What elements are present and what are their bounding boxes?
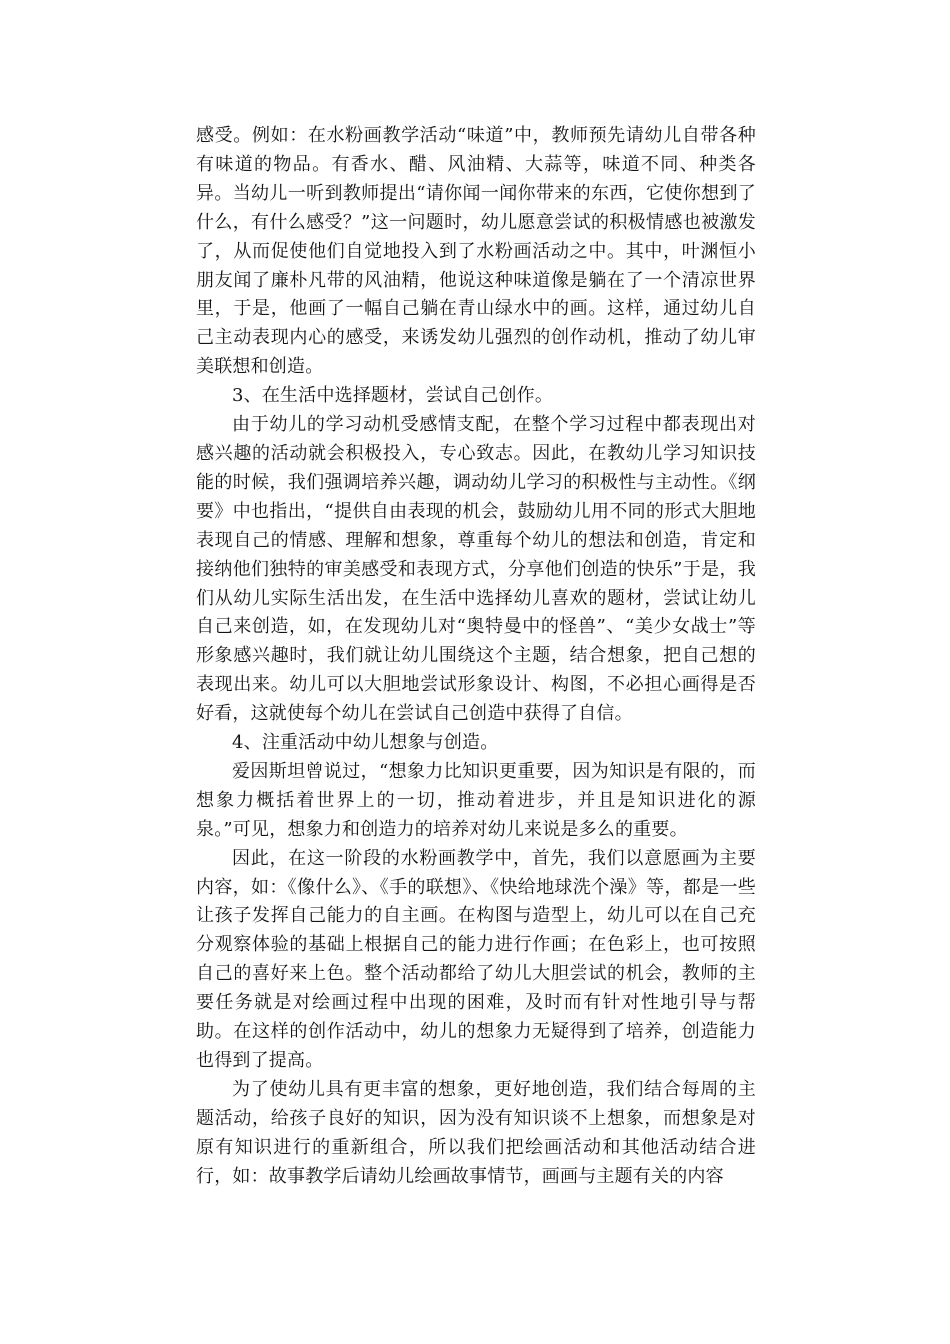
paragraph-life-themes: 由于幼儿的学习动机受感情支配，在整个学习过程中都表现出对感兴趣的活动就会积极投入，专心致志。因此，在教幼儿学习知识技能的时候，我们强调培养兴趣，调动幼儿学习的积极性与主动性。《纲要》中也指出，“提供自由表现的机会，鼓励幼儿用不同的形式大胆地表现自己的情感、理解和想象，尊重每个幼儿的想法和创造，肯定和接纳他们独特的审美感受和表现方式，分享他们创造的快乐”于是，我们从幼儿实际生活出发，在生活中选择幼儿喜欢的题材，尝试让幼儿自己来创造，如，在发现幼儿对“奥特曼中的怪兽”、“美少女战士”等形象感兴趣时，我们就让幼儿围绕这个主题，结合想象，把自己想的表现出来。幼儿可以大胆地尝试形象设计、构图，不必担心画得是否好看，这就使每个幼儿在尝试自己创造中获得了自信。 bbox=[196, 414, 756, 725]
document-page bbox=[196, 122, 756, 1192]
paragraph-continuation: 感受。例如：在水粉画教学活动“味道”中，教师预先请幼儿自带各种有味道的物品。有香水、醋、风油精、大蒜等，味道不同、种类各异。当幼儿一听到教师提出“请你闻一闻你带来的东西，它使你想到了什么，有什么感受？”这一问题时，幼儿愿意尝试的积极情感也被激发了，从而促使他们自觉地投入到了水粉画活动之中。其中，叶渊恒小朋友闻了廉朴凡带的风油精，他说这种味道像是躺在了一个清凉世界里，于是，他画了一幅自己躺在青山绿水中的画。这样，通过幼儿自己主动表现内心的感受，来诱发幼儿强烈的创作动机，推动了幼儿审美联想和创造。 bbox=[196, 125, 756, 378]
section-heading-3: 3、在生活中选择题材，尝试自己创作。 bbox=[232, 385, 554, 407]
section-heading-4: 4、注重活动中幼儿想象与创造。 bbox=[232, 732, 499, 754]
paragraph-theme-activities: 为了使幼儿具有更丰富的想象，更好地创造，我们结合每周的主题活动，给孩子良好的知识，因为没有知识谈不上想象，而想象是对原有知识进行的重新组合，所以我们把绘画活动和其他活动结合进行，如：故事教学后请幼儿绘画故事情节，画画与主题有关的内容 bbox=[196, 1078, 756, 1187]
paragraph-willing-painting: 因此，在这一阶段的水粉画教学中，首先，我们以意愿画为主要内容，如：《像什么》、《手的联想》、《快给地球洗个澡》等，都是一些让孩子发挥自己能力的自主画。在构图与造型上，幼儿可以在自己充分观察体验的基础上根据自己的能力进行作画；在色彩上，也可按照自己的喜好来上色。整个活动都给了幼儿大胆尝试的机会，教师的主要任务就是对绘画过程中出现的困难，及时而有针对性地引导与帮助。在这样的创作活动中，幼儿的想象力无疑得到了培养，创造能力也得到了提高。 bbox=[196, 847, 756, 1071]
paragraph-einstein-quote: 爱因斯坦曾说过，“想象力比知识更重要，因为知识是有限的，而想象力概括着世界上的一切，推动着进步，并且是知识进化的源泉。”可见，想象力和创造力的培养对幼儿来说是多么的重要。 bbox=[196, 760, 756, 840]
